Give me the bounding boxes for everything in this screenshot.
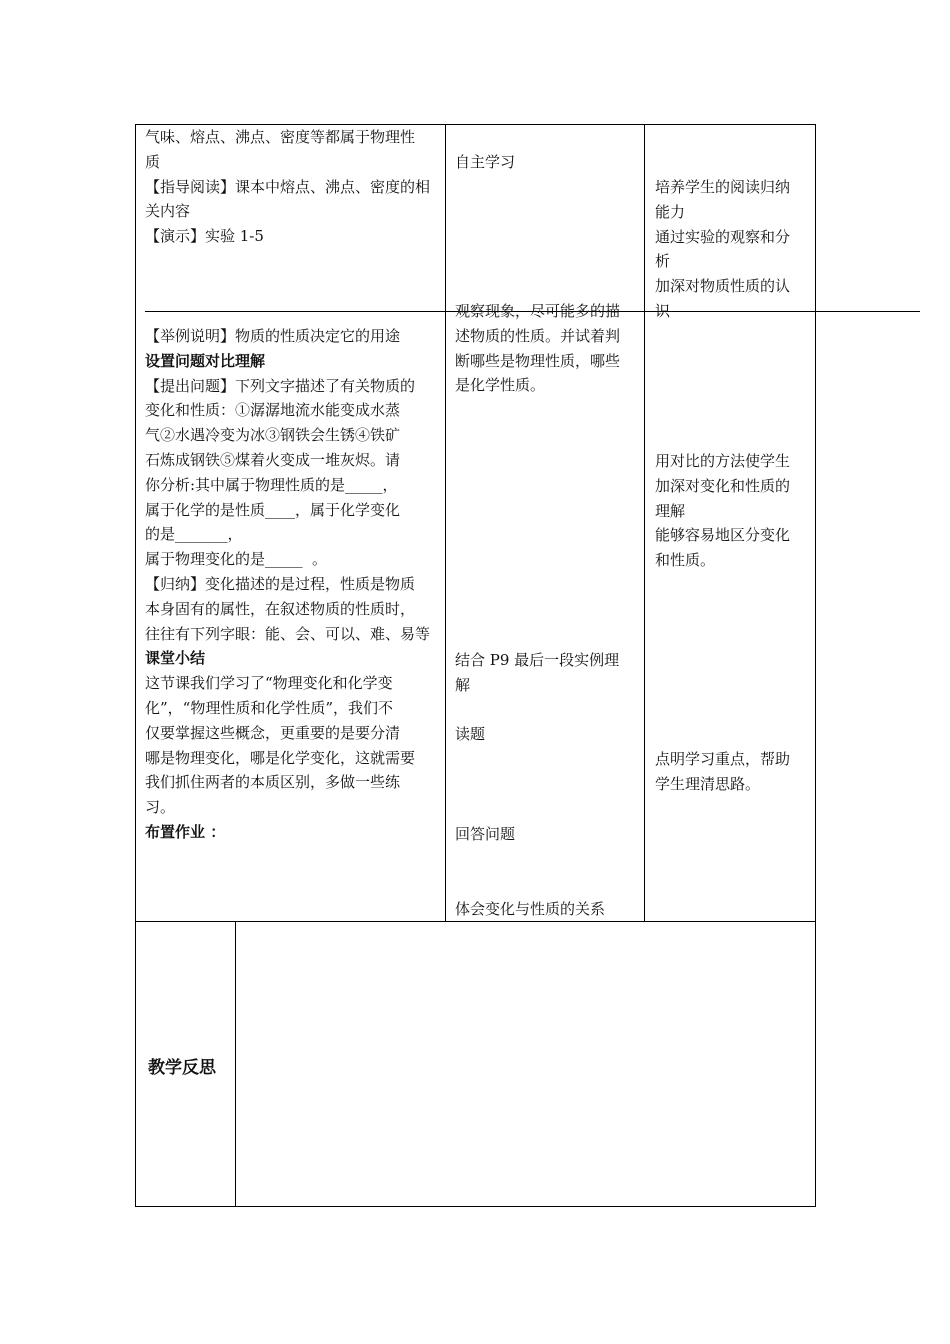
student-activity-f xyxy=(455,897,643,922)
divider-col3 xyxy=(644,124,645,921)
text-line: 哪是物理变化，哪是化学变化，这就需要 xyxy=(145,748,416,767)
section-heading: 设置问题对比理解 xyxy=(145,351,266,370)
text-line: 关内容 xyxy=(145,202,191,221)
text-line: 和性质。 xyxy=(655,551,716,570)
section-heading: 布置作业 ： xyxy=(145,822,226,841)
reflection-label: 教学反思 xyxy=(148,1058,216,1078)
text-line: 用对比的方法使学生 xyxy=(655,452,791,470)
text-line: 结合 P9 最后一段实例理 xyxy=(455,651,620,669)
text-line: 【指导阅读】课本中熔点、沸点、密度的相 xyxy=(145,177,431,196)
text-line: 析 xyxy=(655,252,671,271)
text-line: 气②水遇冷变为冰③钢铁会生锈④铁矿 xyxy=(145,426,401,445)
student-activity-e xyxy=(455,822,643,847)
text-line: 【提出问题】下列文字描述了有关物质的 xyxy=(145,376,416,395)
text-line: 是化学性质。 xyxy=(455,376,546,395)
text-line: 往往有下列字眼：能、会、可以、难、易等 xyxy=(145,624,431,643)
text-line: 【归纳】变化描述的是过程，性质是物质 xyxy=(145,574,416,593)
text-line: 点明学习重点，帮助 xyxy=(655,750,791,768)
teacher-activity-lower xyxy=(145,324,445,845)
text-line: 石炼成钢铁⑤煤着火变成一堆灰烬。请 xyxy=(145,450,401,469)
student-activity-d xyxy=(455,722,643,747)
text-line: 你分析:其中属于物理性质的是_____， xyxy=(145,475,398,494)
text-line: 化”，“物理性质和化学性质”，我们不 xyxy=(145,698,394,717)
text-line: 习。 xyxy=(145,798,176,817)
text-line: 体会变化与性质的关系 xyxy=(455,900,606,918)
student-activity-c xyxy=(455,648,643,698)
design-intent-a xyxy=(655,175,813,324)
text-line: 属于物理变化的是_____ 。 xyxy=(145,550,328,569)
teacher-activity-upper xyxy=(145,125,445,249)
text-line: 培养学生的阅读归纳 xyxy=(655,178,791,196)
text-line: 通过实验的观察和分 xyxy=(655,227,791,246)
divider-col2 xyxy=(445,124,446,921)
text-line: 加深对物质性质的认 xyxy=(655,277,791,296)
reflection-content-area[interactable] xyxy=(237,923,814,1205)
text-line: 加深对变化和性质的 xyxy=(655,476,791,495)
design-intent-c xyxy=(655,747,813,797)
section-heading: 课堂小结 xyxy=(145,649,206,668)
text-line: 自主学习 xyxy=(455,153,516,171)
text-line: 识 xyxy=(655,301,671,320)
text-line: 我们抓住两者的本质区别，多做一些练 xyxy=(145,773,401,792)
text-line: 质 xyxy=(145,152,161,171)
text-line: 学生理清思路。 xyxy=(655,774,761,793)
text-line: 读题 xyxy=(455,725,486,743)
text-line: 变化和性质：①潺潺地流水能变成水蒸 xyxy=(145,401,401,420)
student-activity-b xyxy=(455,299,643,398)
text-line: 能力 xyxy=(655,202,686,221)
text-line: 这节课我们学习了“物理变化和化学变 xyxy=(145,674,393,693)
text-line: 【举例说明】物质的性质决定它的用途 xyxy=(145,327,401,345)
text-line: 气味、熔点、沸点、密度等都属于物理性 xyxy=(145,128,416,146)
text-line: 述物质的性质。并试着判 xyxy=(455,326,621,345)
text-line: 本身固有的属性，在叙述物质的性质时， xyxy=(145,599,416,618)
text-line: 【演示】实验 1-5 xyxy=(145,227,264,246)
design-intent-b xyxy=(655,449,813,573)
reflection-label-divider xyxy=(235,921,236,1207)
text-line: 属于化学的是性质____，属于化学变化 xyxy=(145,500,401,519)
text-line: 能够容易地区分变化 xyxy=(655,526,791,545)
text-line: 的是_______， xyxy=(145,525,243,544)
student-activity-a xyxy=(455,150,643,175)
text-line: 解 xyxy=(455,675,471,694)
text-line: 回答问题 xyxy=(455,825,516,843)
text-line: 断哪些是物理性质，哪些 xyxy=(455,351,621,370)
text-line: 理解 xyxy=(655,501,686,520)
text-line: 仅要掌握这些概念，更重要的是要分清 xyxy=(145,723,401,742)
text-line: 观察现象，尽可能多的描 xyxy=(455,302,621,320)
